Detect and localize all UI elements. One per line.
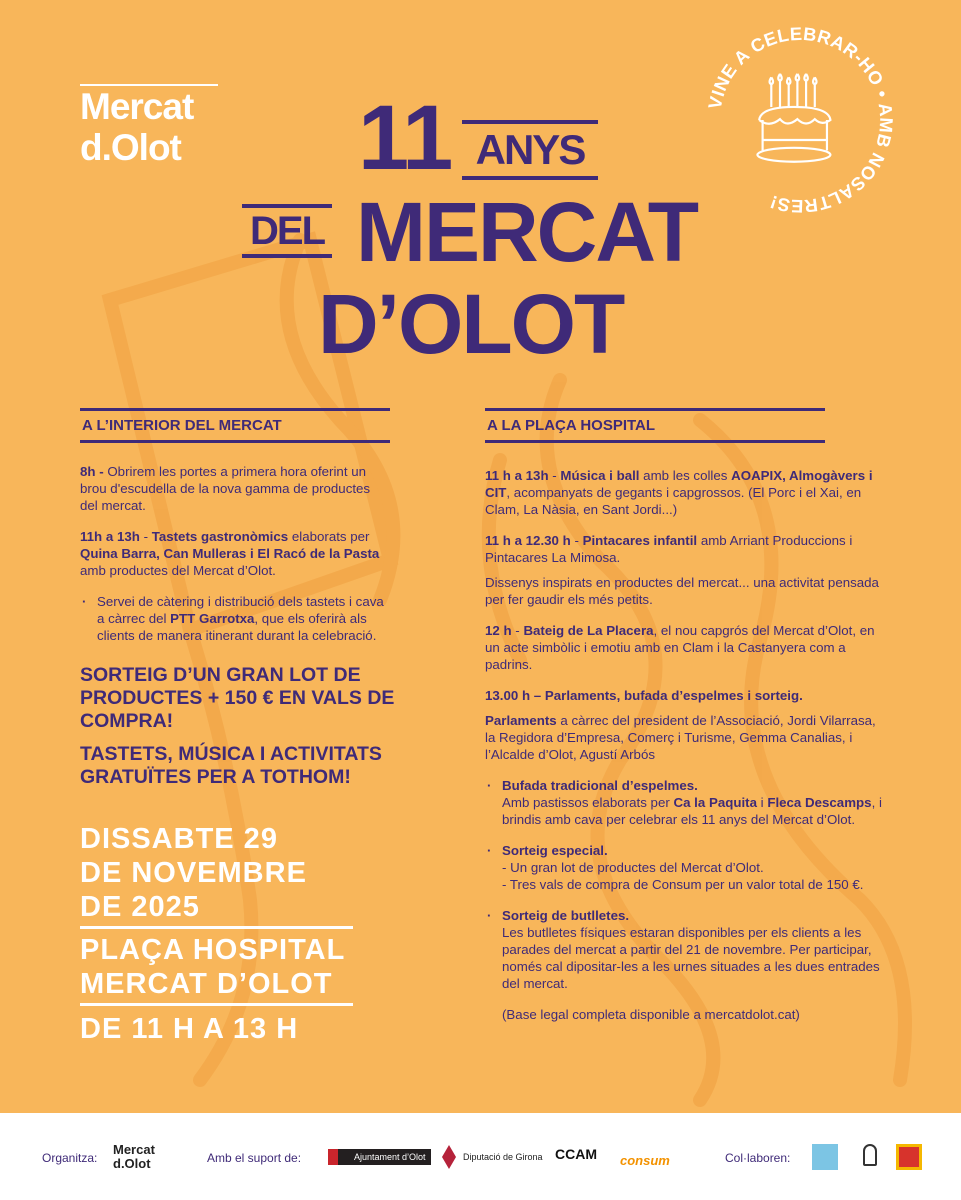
schedule-item <box>485 532 885 566</box>
text-segment: Les butlletes físiques estaran disponibles per els clients a les parades del mercat a partir del 21 de novembre. Per participar, només cal dipositar-les a les urnes situades a les dues entrades del mercat. <box>502 925 880 991</box>
bold-text: Bufada tradicional d’espelmes. <box>502 778 698 793</box>
text-segment: , acompanyats de gegants i capgrossos. (El Porc i el Xai, en Clam, La Nàsia, en Sant Jordi...) <box>485 485 862 517</box>
place-line-1: PLAÇA HOSPITAL <box>80 934 346 966</box>
bold-text: Quina Barra, Can Mulleras i El Racó de la Pasta <box>80 546 380 561</box>
text-segment: i <box>756 795 768 810</box>
catering-note <box>80 593 390 644</box>
date-line-3: DE 2025 <box>80 891 200 923</box>
right-column <box>485 408 882 1037</box>
date-line-2: DE NOVEMBRE <box>80 857 307 889</box>
left-heading: A L’INTERIOR DEL MERCAT <box>80 408 390 443</box>
bold-text: Música i ball <box>560 468 640 483</box>
event-hours: DE 11 H A 13 H <box>80 1013 299 1045</box>
right-schedule <box>485 467 885 1023</box>
left-schedule <box>80 463 390 644</box>
title-del: DEL <box>242 204 332 258</box>
bold-text: Fleca Descamps <box>767 795 872 810</box>
consum-logo: consum <box>620 1153 670 1168</box>
bold-text: 11h a 13h <box>80 529 140 544</box>
bold-text: Tastets gastronòmics <box>151 529 289 544</box>
bold-text: AOAPIX, Almogàvers i CIT <box>485 468 873 500</box>
text-segment: - Tres vals de compra de Consum per un valor total de 150 €. <box>502 877 864 892</box>
bold-text: PTT Garrotxa <box>170 611 255 626</box>
bold-text: Ca la Paquita <box>673 795 757 810</box>
bold-text: 12 h <box>485 623 512 638</box>
mercat-dolot-logo <box>80 84 218 168</box>
bold-text: Sorteig de butlletes. <box>502 908 630 923</box>
schedule-item <box>485 574 885 608</box>
schedule-item <box>485 712 885 763</box>
mercat-dolot-footer-logo <box>113 1143 155 1171</box>
schedule-item <box>485 842 885 893</box>
promo-block <box>80 664 400 789</box>
text-segment: - <box>570 533 583 548</box>
text-segment: elaborats per <box>288 529 370 544</box>
badge-text: VINE A CELEBRAR-HO • AMB NOSALTRES! <box>703 22 898 218</box>
text-segment: , el nou capgrós del Mercat d’Olot, en un acte simbòlic i emotiu amb en Clam i la Castanyera com a padrins. <box>485 623 875 672</box>
title-anys: ANYS <box>462 120 598 180</box>
text-segment: a càrrec del president de l’Associació, Jordi Vilarrasa, la Regidora d’Empresa, Comerç i Turisme, Gemma Canalias, i l’Alcalde d’Olot, Agustí Arbós <box>485 713 876 762</box>
schedule-item <box>485 467 885 518</box>
schedule-item <box>485 777 885 828</box>
bold-text: 11 h a 12.30 h <box>485 533 571 548</box>
collaboren-label: Col·laboren: <box>725 1151 791 1165</box>
colla-logo <box>896 1144 922 1170</box>
schedule-item <box>80 463 390 514</box>
bold-text: Bateig de La Placera <box>523 623 654 638</box>
text-segment: amb productes del Mercat d’Olot. <box>80 563 276 578</box>
bold-text: 11 h a 13h <box>485 468 549 483</box>
bold-text: Sorteig especial. <box>502 843 608 858</box>
text-segment: amb Arriant Produccions i Pintacares La Mimosa. <box>485 533 853 565</box>
text-segment: Dissenys inspirats en productes del mercat... una activitat pensada per fer gaudir els més petits. <box>485 575 879 607</box>
text-segment: - <box>139 529 152 544</box>
cake-icon <box>757 74 830 162</box>
ajuntament-olot-logo: Ajuntament d’Olot <box>328 1149 431 1165</box>
text-segment: - <box>548 468 561 483</box>
bold-text: 13.00 h – Parlaments, bufada d’espelmes i sorteig. <box>485 688 803 703</box>
left-column <box>80 408 390 658</box>
schedule-item <box>485 907 885 992</box>
right-heading: A LA PLAÇA HOSPITAL <box>485 408 825 443</box>
logo-line1: Mercat <box>80 86 194 127</box>
title-number: 11 <box>358 87 452 189</box>
diputacio-shield-icon <box>442 1145 456 1169</box>
bold-text: 8h - <box>80 464 108 479</box>
schedule-item <box>485 687 885 704</box>
text-segment: Amb pastissos elaborats per <box>502 795 674 810</box>
text-segment: , que els oferirà als clients de manera itinerant durant la celebració. <box>97 611 377 643</box>
footer-logo-line2: d.Olot <box>113 1156 151 1171</box>
text-segment: - <box>511 623 524 638</box>
bold-text: Pintacares infantil <box>582 533 698 548</box>
bold-text: Parlaments <box>485 713 557 728</box>
schedule-item <box>485 1006 885 1023</box>
text-segment: (Base legal completa disponible a mercatdolot.cat) <box>502 1007 800 1022</box>
text-segment: - Un gran lot de productes del Mercat d’Olot. <box>502 860 764 875</box>
place-line-2: MERCAT D’OLOT <box>80 968 333 1000</box>
schedule-item <box>485 622 885 673</box>
text-segment: , i brindis amb cava per celebrar els 11 anys del Mercat d’Olot. <box>502 795 882 827</box>
schedule-item <box>80 528 390 579</box>
footer-sponsors <box>0 1113 961 1200</box>
organitza-label: Organitza: <box>42 1151 98 1165</box>
celebration-badge <box>700 20 900 220</box>
footer-logo-line1: Mercat <box>113 1142 155 1157</box>
promo-free-activities: TASTETS, MÚSICA I ACTIVITATS GRATUÏTES PER A TOTHOM! <box>80 743 382 788</box>
event-info <box>80 822 353 1046</box>
date-line-1: DISSABTE 29 <box>80 823 278 855</box>
promo-raffle: SORTEIG D’UN GRAN LOT DE PRODUCTES + 150 € EN VALS DE COMPRA! <box>80 664 395 732</box>
text-segment: Obrirem les portes a primera hora oferint un brou d'escudella de la nova gamma de productes del mercat. <box>80 464 371 513</box>
teatre-logo <box>863 1144 877 1166</box>
pfi-logo <box>812 1144 838 1170</box>
text-segment: amb les colles <box>639 468 732 483</box>
logo-line2: d.Olot <box>80 127 181 168</box>
ccam-logo: CCAM <box>555 1146 597 1162</box>
text-segment: Servei de càtering i distribució dels tastets i cava a càrrec del <box>97 594 384 626</box>
title-dolot: D’OLOT <box>318 277 624 371</box>
suport-label: Amb el suport de: <box>207 1151 302 1165</box>
title-mercat: MERCAT <box>356 185 698 279</box>
diputacio-girona-logo: Diputació de Girona <box>463 1152 543 1162</box>
